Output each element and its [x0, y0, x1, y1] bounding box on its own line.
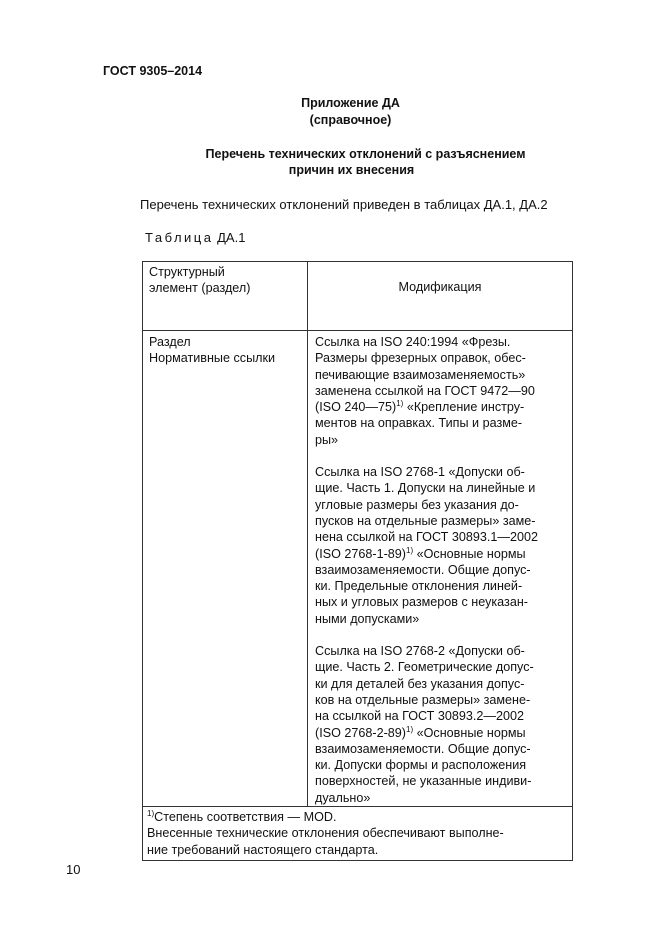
ref-text: (ISO 2768-1-89) [315, 546, 406, 561]
text-line-with-footnote [315, 546, 564, 562]
cell-modification [308, 331, 573, 807]
text-line-with-footnote [315, 725, 564, 741]
table-caption-word: Таблица [145, 230, 214, 245]
footnote-line2: Внесенные технические отклонения обеспечивают выполне- [147, 826, 504, 841]
ref-text-after: «Крепление инстру- [403, 400, 525, 415]
table-caption-number: ДА.1 [217, 230, 246, 245]
text-line: Ссылка на ISO 2768-2 «Допуски об- [315, 644, 525, 659]
appendix-title: Приложение ДА [301, 96, 400, 110]
ref-text: (ISO 2768-2-89) [315, 725, 406, 740]
modification-paragraph-1 [315, 334, 564, 448]
cell-structural-element [143, 331, 308, 807]
footnote-line3: ние требований настоящего стандарта. [147, 842, 379, 857]
table-row [143, 331, 573, 807]
text-line: Размеры фрезерных оправок, обес- [315, 351, 526, 366]
modification-paragraph-3 [315, 643, 564, 806]
text-line: щие. Часть 2. Геометрические допус- [315, 660, 534, 675]
footnote-marker: 1) [396, 399, 404, 409]
text-line: ки для деталей без указания допус- [315, 676, 525, 691]
text-line: ных и угловых размеров с неуказан- [315, 595, 528, 610]
text-line: нена ссылкой на ГОСТ 30893.1—2002 [315, 530, 538, 545]
header-col1-line1: Структурный [149, 265, 225, 279]
text-line: ки. Предельные отклонения линей- [315, 579, 523, 594]
text-line: угловые размеры без указания до- [315, 497, 519, 512]
footnote-line1 [147, 809, 568, 825]
intro-text: Перечень технических отклонений приведен в таблицах ДА.1, ДА.2 [140, 197, 548, 212]
text-line: Ссылка на ISO 240:1994 «Фрезы. [315, 335, 511, 349]
standard-designation: ГОСТ 9305–2014 [103, 64, 203, 78]
page-number: 10 [66, 862, 81, 877]
header-structural-element [143, 262, 308, 331]
text-line: взаимозаменяемости. Общие допус- [315, 741, 531, 756]
table-footnote-row [143, 807, 573, 861]
section-title-line1: Перечень технических отклонений с разъяснением [205, 147, 526, 161]
text-line: ры» [315, 432, 339, 447]
header-col1-line2: элемент (раздел) [149, 281, 251, 296]
text-line-with-footnote [315, 399, 564, 415]
text-line: ными допусками» [315, 611, 420, 626]
ref-text: (ISO 240—75) [315, 400, 397, 415]
text-line: дуально» [315, 790, 371, 805]
section-title-line2: причин их внесения [288, 163, 415, 177]
element-line1: Раздел [149, 335, 191, 349]
ref-text-after: «Основные нормы [413, 725, 526, 740]
footnote-marker: 1) [147, 809, 155, 819]
text-line: поверхностей, не указанные индиви- [315, 774, 532, 789]
appendix-subtitle: (справочное) [309, 113, 392, 127]
text-line: ки. Допуски формы и расположения [315, 758, 527, 773]
text-line: взаимозаменяемости. Общие допус- [315, 562, 531, 577]
text-line: ментов на оправках. Типы и разме- [315, 416, 523, 431]
footnote-marker: 1) [406, 724, 414, 734]
deviations-table [142, 261, 573, 861]
text-line: щие. Часть 1. Допуски на линейные и [315, 481, 536, 496]
header-modification: Модификация [308, 262, 573, 331]
text-line: печивающие взаимозаменяемость» [315, 367, 526, 382]
text-line: Ссылка на ISO 2768-1 «Допуски об- [315, 465, 525, 480]
table-header-row [143, 262, 573, 331]
text-line: заменена ссылкой на ГОСТ 9472—90 [315, 383, 535, 398]
table-caption [145, 230, 245, 245]
text-line: пусков на отдельные размеры» заме- [315, 513, 536, 528]
modification-paragraph-2 [315, 464, 564, 627]
table-footnote [143, 807, 573, 861]
element-line2: Нормативные ссылки [149, 351, 276, 366]
footnote-text: Степень соответствия — MOD. [154, 810, 337, 825]
text-line: ков на отдельные размеры» замене- [315, 692, 531, 707]
ref-text-after: «Основные нормы [413, 546, 526, 561]
footnote-marker: 1) [406, 545, 414, 555]
text-line: на ссылкой на ГОСТ 30893.2—2002 [315, 709, 525, 724]
